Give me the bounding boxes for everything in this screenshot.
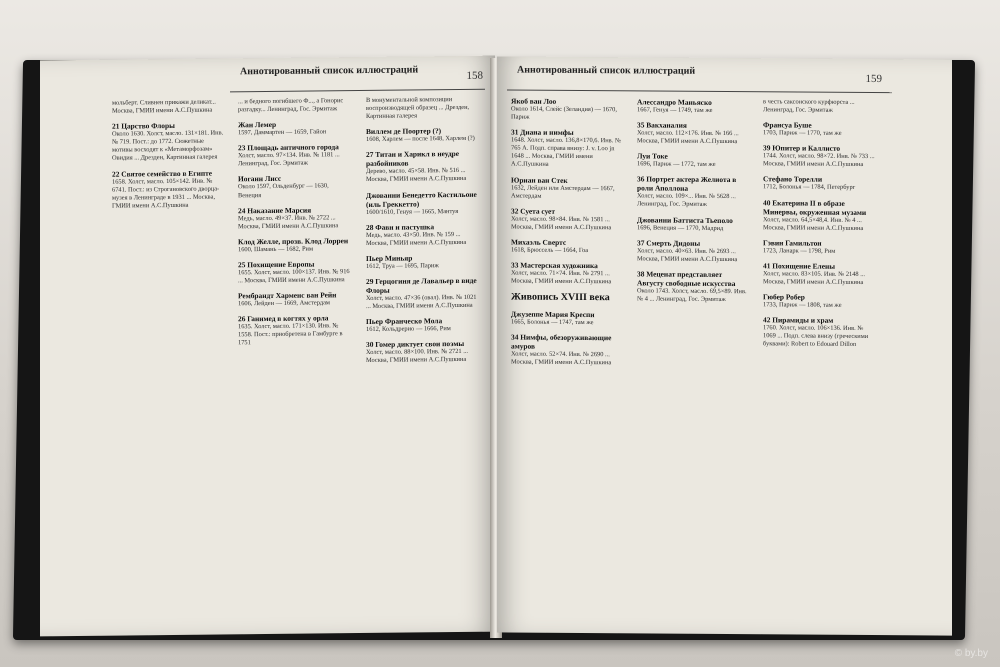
catalog-entry	[112, 98, 224, 115]
left-column-1	[112, 98, 224, 216]
entry-text: 1632, Лейден или Амстердам — 1667, Амстердам	[511, 184, 615, 200]
catalog-entry	[511, 175, 623, 201]
right-page-number: 159	[865, 72, 882, 86]
catalog-entry	[763, 120, 875, 138]
entry-title: Джованни Баттиста Тьеполо	[637, 214, 733, 225]
catalog-entry	[112, 168, 224, 211]
entry-text: Около 1597, Ольденбург — 1630, Венеция	[238, 182, 329, 199]
entry-title: Юриан ван Стек	[511, 175, 568, 185]
entry-title: Клод Желле, прозв. Клод Лоррен	[238, 235, 349, 247]
catalog-entry	[238, 205, 350, 231]
entry-text: 1658. Холст, масло. 105×142. Инв. № 6741. Пост.: из Строгановского дворца-музея в Ленинграде в 1931 ... Москва, ГМИИ имени А.С.Пушкина	[112, 177, 220, 210]
entry-title: Рембрандт Харменс ван Рейн	[238, 290, 337, 301]
entry-text: 1696, Париж — 1772, там же	[637, 160, 716, 169]
watermark: © by.by	[954, 648, 988, 659]
entry-text: в честь саксонского курфюрста ... Ленинград, Гос. Эрмитаж	[763, 98, 855, 114]
catalog-entry	[238, 313, 350, 347]
entry-title: Гэвин Гамильтон	[763, 238, 822, 248]
catalog-entry	[763, 198, 875, 233]
catalog-entry	[637, 175, 749, 210]
catalog-entry	[366, 253, 478, 271]
catalog-entry	[366, 221, 478, 247]
entry-title: 21 Царство Флоры	[112, 121, 175, 131]
entry-text: 1723, Ланарк — 1798, Рим	[763, 247, 836, 255]
entry-text: 1648. Холст, масло. 136,8×170,6. Инв. № 765 А. Подп. справа внизу: J. v. Loo jn 1648 ... Москва, ГМИИ имени А.С.Пушкина	[511, 136, 621, 169]
entry-text: 1600, Шамань — 1682, Рим	[238, 245, 314, 254]
entry-text: мольберт. Сливнен прикажи деликат... Москва, ГМИИ имени А.С.Пушкина	[112, 98, 216, 115]
catalog-entry	[637, 97, 749, 115]
entry-title: 41 Похищение Елены	[763, 261, 836, 271]
entry-text: Холст, масло. 64,5×48,4. Инв. № 4 ... Москва, ГМИИ имени А.С.Пушкина	[763, 215, 864, 232]
catalog-entry	[366, 339, 478, 365]
entry-title: 37 Смерть Дидоны	[637, 238, 701, 248]
entry-title: 22 Святое семейство в Египте	[112, 168, 212, 179]
catalog-entry	[637, 269, 749, 304]
entry-title: 29 Герцогиня де Лавальер в виде Флоры	[366, 275, 477, 295]
catalog-entry	[238, 97, 350, 114]
entry-text: Холст, масло. 40×63. Инв. № 2693 ... Москва, ГМИИ имени А.С.Пушкина	[637, 247, 738, 263]
catalog-entry	[366, 276, 478, 311]
catalog-entry	[763, 315, 875, 349]
entry-text: ... и бедного погибшего Ф..., а Гонорис разгадку... Ленинград, Гос. Эрмитаж	[238, 97, 344, 114]
entry-title: 23 Площадь античного города	[238, 142, 339, 153]
entry-text: 1665, Болонья — 1747, там же	[511, 318, 594, 327]
catalog-entry	[238, 236, 350, 254]
entry-title: Луи Токе	[637, 151, 668, 161]
entry-text: 1760. Холст, масло. 106×136. Инв. № 1069 ... Подп. слева внизу (греческими буквами): Robert to Edouard Dillon	[763, 324, 869, 349]
entry-title: Стефано Торелли	[763, 174, 823, 185]
entry-title: 36 Портрет актера Желиота в роли Аполлона	[637, 174, 737, 194]
entry-title: Пьер Франческо Мола	[366, 316, 443, 327]
entry-title: Михаэль Свертс	[511, 237, 567, 247]
entry-text: Медь, масло. 43×50. Инв. № 159 ... Москва, ГМИИ имени А.С.Пушкина	[366, 230, 467, 247]
catalog-entry	[238, 142, 350, 168]
entry-text: Около 1614, Слейс (Зеландия) — 1670, Париж	[511, 105, 617, 121]
catalog-entry	[763, 175, 875, 193]
entry-title: 35 Вакханалия	[637, 120, 687, 130]
entry-title: Пьер Миньяр	[366, 253, 413, 263]
entry-title: Якоб ван Лоо	[511, 96, 557, 106]
catalog-entry	[763, 292, 875, 310]
entry-title: Жан Лемер	[238, 120, 277, 130]
entry-title: Джузеппе Мария Креспи	[511, 309, 595, 320]
catalog-entry	[238, 174, 350, 200]
entry-title: Виллем де Поортер (?)	[366, 126, 442, 137]
left-page	[40, 56, 495, 637]
entry-text: Дерево, масло. 45×58. Инв. № 516 ... Москва, ГМИИ имени А.С.Пушкина	[366, 167, 467, 184]
entry-text: Около 1743. Холст, масло. 69,5×89. Инв. № 4 ... Ленинград, Гос. Эрмитаж	[637, 287, 747, 303]
right-column-1	[511, 97, 623, 374]
entry-text: Холст, масло. 97×134. Инв. № 1181 ... Ленинград, Гос. Эрмитаж	[238, 151, 340, 168]
right-page-header: Аннотированный список иллюстраций	[517, 64, 696, 77]
entry-title: Иоганн Лисс	[238, 174, 282, 184]
catalog-entry	[763, 98, 875, 115]
entry-text: Холст, масло. 112×176. Инв. № 166 ... Москва, ГМИИ имени А.С.Пушкина	[637, 129, 739, 146]
entry-title: 34 Нимфы, обезоруживающие амуров	[511, 332, 612, 351]
entry-title: Алессандро Маньяско	[637, 97, 712, 107]
entry-title: 26 Ганимед в когтях у орла	[238, 313, 329, 324]
catalog-entry	[366, 149, 478, 184]
entry-text: Холст, масло. 47×36 (овал). Инв. № 1021 ... Москва, ГМИИ имени А.С.Пушкина	[366, 293, 477, 310]
catalog-entry	[366, 126, 478, 144]
catalog-entry	[366, 96, 478, 121]
left-page-header: Аннотированный список иллюстраций	[240, 64, 419, 78]
entry-text: 1606, Лейден — 1669, Амстердам	[238, 299, 330, 308]
entry-title: Франсуа Буше	[763, 120, 812, 130]
entry-text: 1744. Холст, масло. 98×72. Инв. № 733 ... Москва, ГМИИ имени А.С.Пушкина	[763, 152, 875, 169]
entry-title: Джованни Бенедетто Кастильоне (иль Греккетто)	[366, 189, 477, 209]
left-page-number: 158	[466, 69, 483, 82]
catalog-entry	[511, 261, 623, 287]
entry-text: 1612, Кольдрерио — 1666, Рим	[366, 325, 451, 334]
catalog-entry	[511, 333, 623, 368]
entry-title: 27 Титан и Харикл в неудре разбойников	[366, 149, 460, 169]
entry-title: 40 Екатерина II в образе Минервы, окруженная музами	[763, 197, 867, 217]
entry-text: 1608, Харлем — после 1648, Харлем (?)	[366, 135, 475, 144]
entry-text: Около 1630. Холст, масло. 131×181. Инв. № 719. Пост.: до 1772. Сюжетные мотивы восходят к «Метаморфозам» Овидия ... Дрезден, Картинная галерея	[112, 129, 224, 163]
catalog-entry	[763, 144, 875, 170]
header-rule	[507, 89, 892, 93]
catalog-entry	[637, 238, 749, 264]
entry-title: 25 Похищение Европы	[238, 259, 315, 270]
entry-text: 1696, Венеция — 1770, Мадрид	[637, 223, 724, 232]
entry-title: 24 Наказание Марсия	[238, 205, 312, 215]
entry-title: Гюбер Робер	[763, 292, 805, 302]
catalog-entry	[511, 310, 623, 328]
section-heading: Живопись XVIII века	[511, 291, 610, 304]
entry-text: 1618, Брюссель — 1664, Гоа	[511, 246, 589, 254]
entry-text: Холст, масло. 83×105. Инв. № 2148 ... Москва, ГМИИ имени А.С.Пушкина	[763, 270, 865, 286]
catalog-entry	[238, 290, 350, 308]
entry-text: 1600/1610, Генуя — 1665, Мантуя	[366, 207, 459, 216]
entry-text: Холст, масло. 52×74. Инв. № 2690 ... Москва, ГМИИ имени А.С.Пушкина	[511, 350, 612, 367]
entry-text: Холст, масло. 98×84. Инв. № 1581 ... Москва, ГМИИ имени А.С.Пушкина	[511, 215, 612, 232]
entry-title: 42 Пирамиды и храм	[763, 315, 834, 325]
catalog-entry	[763, 261, 875, 287]
entry-text: Холст, масло. 88×100. Инв. № 2721 ... Москва, ГМИИ имени А.С.Пушкина	[366, 348, 468, 365]
entry-text: 1667, Генуя — 1749, там же	[637, 106, 713, 114]
catalog-entry	[511, 237, 623, 255]
catalog-entry	[511, 97, 623, 123]
right-page	[497, 56, 952, 635]
entry-text: Холст, масло. 109×... Инв. № 5628 ... Ленинград, Гос. Эрмитаж	[637, 192, 736, 209]
entry-title: 33 Мастерская художника	[511, 260, 598, 271]
catalog-entry	[112, 121, 224, 164]
entry-text: 1655. Холст, масло. 100×137. Инв. № 916 ... Москва, ГМИИ имени А.С.Пушкина	[238, 268, 350, 285]
catalog-entry	[637, 120, 749, 146]
entry-title: 38 Меценат представляет Августу свободные искусства	[637, 269, 736, 288]
entry-text: 1597, Даммартен — 1659, Гайон	[238, 128, 327, 137]
entry-text: В монументальной композиции воспроизводящей образец ... Дрезден, Картинная галерея	[366, 96, 470, 121]
catalog-entry	[511, 128, 623, 170]
catalog-entry	[637, 152, 749, 170]
catalog-entry	[637, 215, 749, 233]
entry-text: Холст, масло. 71×74. Инв. № 2791 ... Москва, ГМИИ имени А.С.Пушкина	[511, 269, 612, 286]
entry-text: 1712, Болонья — 1784, Петербург	[763, 183, 856, 192]
entry-title: 39 Юпитер и Каллисто	[763, 143, 841, 154]
entry-text: 1733, Париж — 1808, там же	[763, 301, 842, 309]
entry-text: Медь, масло. 49×37. Инв. № 2722 ... Москва, ГМИИ имени А.С.Пушкина	[238, 213, 339, 231]
catalog-entry	[238, 119, 350, 137]
entry-title: 28 Фавн и пастушка	[366, 221, 435, 232]
right-column-2	[637, 97, 749, 310]
header-rule	[230, 89, 485, 93]
left-column-2	[238, 97, 350, 354]
catalog-entry	[366, 189, 478, 216]
entry-text: 1612, Труа — 1695, Париж	[366, 262, 439, 270]
left-column-3	[366, 96, 478, 372]
catalog-entry	[238, 259, 350, 285]
entry-title: 32 Суета сует	[511, 206, 555, 216]
catalog-entry	[366, 316, 478, 334]
right-column-3	[763, 98, 875, 355]
entry-title: 31 Диана и нимфы	[511, 127, 574, 138]
catalog-entry	[763, 238, 875, 256]
entry-text: 1703, Париж — 1770, там же	[763, 129, 842, 138]
entry-title: 30 Гомер диктует свои поэмы	[366, 339, 465, 350]
entry-text: 1635. Холст, масло. 171×130. Инв. № 1558. Пост.: приобретена в Гамбурге в 1751	[238, 322, 343, 347]
catalog-entry	[511, 206, 623, 232]
